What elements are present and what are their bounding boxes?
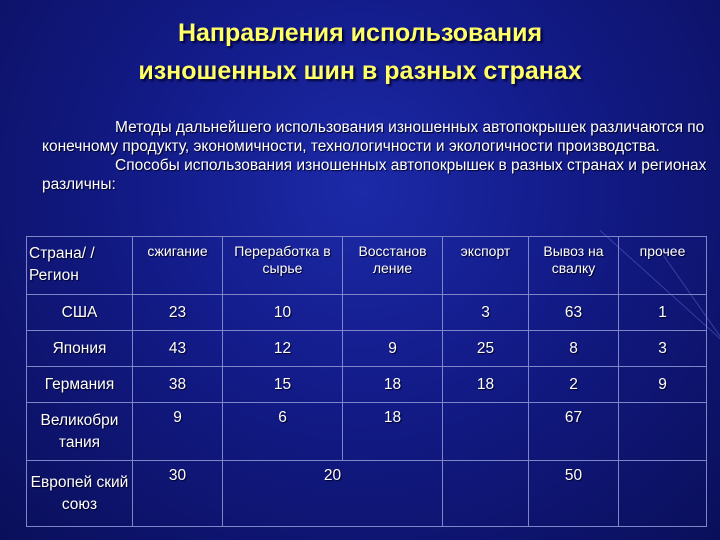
cell-burning: 30 [133,461,223,527]
slide-title [0,14,720,90]
paragraph-ways: Способы использования изношенных автопокрышек в разных странах и регионах различны: [42,157,707,193]
cell-country: Германия [27,367,133,403]
cell-recycling-restoration: 20 [223,461,443,527]
cell-other: 1 [619,295,707,331]
tire-usage-table [26,236,707,527]
cell-recycling: 6 [223,403,343,461]
cell-burning: 43 [133,331,223,367]
cell-restoration: 18 [343,367,443,403]
header-burning: сжигание [133,237,223,295]
header-recycling: Переработка в сырье [223,237,343,295]
title-line-1: Направления использования [177,19,543,47]
cell-export: 18 [443,367,529,403]
cell-country: Европей ский союз [27,461,133,527]
cell-burning: 38 [133,367,223,403]
table-row [27,461,707,527]
cell-landfill: 50 [529,461,619,527]
title-line-2: изношенных шин в разных странах [138,57,582,85]
cell-other: 3 [619,331,707,367]
cell-restoration: 18 [343,403,443,461]
table-row [27,403,707,461]
cell-export [443,461,529,527]
header-landfill: Вывоз на свалку [529,237,619,295]
header-restoration: Восстанов ление [343,237,443,295]
cell-restoration [343,295,443,331]
cell-landfill: 63 [529,295,619,331]
table-header-row [27,237,707,295]
cell-country: Великобри тания [27,403,133,461]
header-export: экспорт [443,237,529,295]
cell-country: США [27,295,133,331]
cell-landfill: 8 [529,331,619,367]
cell-burning: 9 [133,403,223,461]
cell-landfill: 67 [529,403,619,461]
cell-other [619,461,707,527]
intro-text [42,118,712,194]
cell-export: 3 [443,295,529,331]
cell-recycling: 12 [223,331,343,367]
header-other: прочее [619,237,707,295]
cell-other [619,403,707,461]
cell-recycling: 15 [223,367,343,403]
cell-recycling: 10 [223,295,343,331]
table-row [27,331,707,367]
cell-restoration: 9 [343,331,443,367]
cell-country: Япония [27,331,133,367]
cell-burning: 23 [133,295,223,331]
cell-export: 25 [443,331,529,367]
table-row [27,295,707,331]
cell-other: 9 [619,367,707,403]
cell-export [443,403,529,461]
header-country: Страна/ /Регион [27,237,133,295]
cell-landfill: 2 [529,367,619,403]
paragraph-methods: Методы дальнейшего использования изношенных автопокрышек различаются по конечному продукту, экономичности, технологичности и экологичности производства. [42,119,705,155]
table-row [27,367,707,403]
